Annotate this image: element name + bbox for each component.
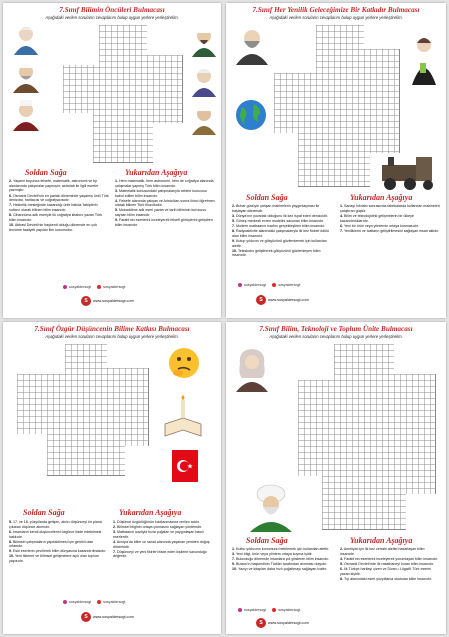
clue-item: 4. Farabi'nin eserlerini inceleyerek yorumlayan bilim insanıdır. xyxy=(340,556,438,561)
page-title: 7.Sınıf Bilimin Öncüleri Bulmacası xyxy=(59,6,165,14)
down-heading: Yukarıdan Aşağıya xyxy=(350,193,413,202)
clue-item: 4. Felsefe alanında çalışan ve Aristo'dan sonra ikinci öğretmen olarak bilinen Türk filozofudur. xyxy=(115,198,215,208)
across-heading: Soldan Sağa xyxy=(23,508,65,517)
clue-item: 10. Abbasi Devleti'nin başkenti olduğu dönemde en çok tercüme faaliyeti yapılan ilim kurumudur. xyxy=(9,222,98,232)
scientist-portrait-6 xyxy=(189,103,219,135)
clue-item: 1. Hem matematik, hem astronomi, hem de coğrafya alanında çalışmalar yapmış Türk bilim insanıdır. xyxy=(115,179,214,188)
scientist-portrait-1 xyxy=(9,25,43,55)
clue-item: 3. Yeni bilgi, ürün veya yöntem ortaya koyma işidir. xyxy=(232,552,313,557)
clue-item: 2. Bilimsel bilginin ortaya çıkmasını sağlayan yöntemdir. xyxy=(113,525,202,530)
social-links xyxy=(238,283,300,287)
clue-item: 8. Tıp alanındaki eseri yüzyıllarca okutulan bilim insanıdır. xyxy=(340,576,432,581)
clue-item: 7. Bulunduğu dönemde insanlara yol gösteren bilim insanıdır. xyxy=(232,557,330,562)
brand-logo-icon: S xyxy=(256,618,266,628)
clue-item: 5. Güneş merkezli evren modelini savunan bilim insanıdır. xyxy=(232,218,324,223)
instagram-link[interactable]: sosyaldersogt xyxy=(244,283,267,287)
turkish-flag-icon xyxy=(171,448,199,484)
site-logo xyxy=(256,618,309,628)
across-clues xyxy=(232,547,334,572)
youtube-icon xyxy=(272,283,276,287)
youtube-link[interactable]: sosyaldersogt xyxy=(278,608,301,612)
youtube-icon xyxy=(272,608,276,612)
clue-item: 5. 17. ve 18. yüzyıllarda gelişen, akılcı düşünceyi ön plana çıkaran düşünce akımıdır. xyxy=(9,520,102,529)
clue-item: 2. Buhar gücüyle çalışan makinelerin yaygınlaşması ile başlayan dönemdir. xyxy=(232,204,320,213)
across-clues xyxy=(232,204,332,258)
page-instructions: Aşağıdaki verilen soruların cevaplarını bulup uygun yerlere yerleştirelim. xyxy=(269,334,403,339)
clue-item: 10. Teleskobu geliştirerek gökyüzünü gözlemleyen bilim insanıdır. xyxy=(232,248,321,258)
clue-item: 4. Bilim ve teknolojideki gelişmelerin bir ülkeye kazandırdıklarıdır. xyxy=(340,213,414,223)
website-link[interactable]: www.sosyaldersogt.com xyxy=(268,298,309,302)
clue-item: 2. Ameliyat için ilk kez cerrahi aletleri tasarlayan bilim insanıdır. xyxy=(340,547,425,556)
youtube-icon xyxy=(97,600,101,604)
clue-item: 5. Mukaddime adlı eseri yazan ve tarih biliminin kurucusu sayılan bilim insanıdır. xyxy=(115,208,207,218)
instagram-link[interactable]: sosyaldersogt xyxy=(69,285,92,289)
website-link[interactable]: www.sosyaldersogt.com xyxy=(268,621,309,625)
brand-logo-icon: S xyxy=(81,296,91,306)
clue-item: 9. Bizans'ın başkentinin Türkler tarafından alınması olayıdır. xyxy=(232,562,328,567)
scientist-galileo-portrait xyxy=(232,25,272,65)
clue-item: 3. Matbaanın icadıyla hızla çoğalan ve yaygınlaşan basılı eserlerdir. xyxy=(113,530,204,539)
scientist-curie-portrait xyxy=(406,33,442,85)
steam-locomotive-icon xyxy=(376,153,440,191)
across-clues xyxy=(9,520,107,564)
youtube-link[interactable]: sosyaldersogt xyxy=(103,600,126,604)
down-clues xyxy=(340,547,440,582)
brand-logo-icon: S xyxy=(256,295,266,305)
instagram-link[interactable]: sosyaldersogt xyxy=(69,600,92,604)
clue-item: 6. İlk Türkçe haritayı çizen ve Divan-ı Lügati't Türk eserini yazan kişidir. xyxy=(340,566,432,576)
site-logo xyxy=(81,296,134,306)
clue-item: 1. Kutbu yıldızının konumunu belirlemek için kullanılan alettir. xyxy=(232,547,330,551)
page-instructions: Aşağıdaki verilen soruların cevaplarını bulup uygun yerlere yerleştirelim. xyxy=(269,15,403,20)
puzzle-page-bilim-teknoloji-toplum xyxy=(226,322,446,634)
book-candle-icon xyxy=(161,394,205,440)
clue-item: 5. Osmanlı Devleti'nde ilk rasathaneyi kuran bilim insanıdır. xyxy=(340,561,434,566)
clue-item: 9. Kutup yıldızını ve gökyüzünü gözlemlemek için kullanılan alettir. xyxy=(232,238,327,248)
down-clues xyxy=(340,204,440,234)
clue-item: 9. Farabi'nin eserlerini inceleyerek felsefi görüşlerini geliştiren bilim insanıdır. xyxy=(115,218,213,227)
across-heading: Soldan Sağa xyxy=(246,193,288,202)
clue-item: 10. Yazıyı ve kitapları daha hızlı çoğaltmayı sağlayan icattır. xyxy=(232,567,327,572)
clue-item: 2. Yaşamı boyunca felsefe, matematik, astronomi ve tıp alanlarında çalışmalar yapmıştır; astrolab ile ilgili eserler yazmıştır. xyxy=(9,179,99,193)
instagram-icon xyxy=(63,285,67,289)
clue-item: 7. Düşünceyi ve yeni fikirleri ifade eden kişilerin savunduğu değerdir. xyxy=(113,549,207,559)
clue-item: 6. Yeni bir ürün veya yöntemin ortaya konmasıdır. xyxy=(340,223,419,228)
clue-item: 4. Avrupa'da bilim ve sanat alanında yaşanan yeniden doğuş dönemidir. xyxy=(113,539,210,549)
scientist-portrait-4 xyxy=(189,25,219,57)
across-heading: Soldan Sağa xyxy=(246,536,288,545)
instagram-icon xyxy=(63,600,67,604)
social-links xyxy=(63,285,125,289)
scientist-turban-portrait xyxy=(246,482,296,532)
thinking-face-icon xyxy=(167,346,201,380)
down-clues xyxy=(113,520,215,560)
clue-item: 9. Eski eserlerin çevrilerek bilim dünyasına kazandırılmasıdır. xyxy=(9,549,107,554)
site-logo xyxy=(81,612,134,622)
down-clues xyxy=(115,179,215,228)
site-logo xyxy=(256,295,309,305)
social-links xyxy=(63,600,125,604)
puzzle-page-her-yenilik xyxy=(226,3,446,318)
scientist-portrait-3 xyxy=(9,99,43,131)
youtube-link[interactable]: sosyaldersogt xyxy=(103,285,126,289)
clue-item: 3. Matematik konusundaki çalışmalarıyla cebirin kurucusu kabul edilen bilim insanıdır. xyxy=(115,188,207,198)
clue-item: 1. Sanayi İnkılabı sonrasında fabrikalarda kullanılan makineleri çalıştıran güçtür. xyxy=(340,204,440,213)
clue-item: 10. Yeni fikirlere ve bilimsel gelişmelere açık olan toplum yapısıdır. xyxy=(9,554,99,564)
scientist-newton-portrait xyxy=(232,346,272,392)
clue-item: 1. Düşünce özgürlüğünün kısıtlanmasına verilen addır. xyxy=(113,520,200,524)
page-title: 7.Sınıf Özgür Düşüncenin Bilime Katkısı Bulmacası xyxy=(34,325,190,333)
clue-item: 3. Dünya'nın yuvarlak olduğunu ilk kez ispat eden denizcidir. xyxy=(232,213,328,218)
down-heading: Yukarıdan Aşağıya xyxy=(119,508,182,517)
scientist-portrait-5 xyxy=(189,65,219,97)
clue-item: 7. Modern matbaanın icadını gerçekleştiren bilim insanıdır. xyxy=(232,223,326,228)
down-heading: Yukarıdan Aşağıya xyxy=(350,536,413,545)
brand-logo-icon: S xyxy=(81,612,91,622)
instagram-icon xyxy=(238,608,242,612)
instagram-icon xyxy=(238,283,242,287)
clue-item: 7. Yeniliklerin ve icatların geliştirilmesini sağlayan insan aklıdır. xyxy=(340,228,440,233)
down-heading: Yukarıdan Aşağıya xyxy=(125,168,188,177)
youtube-icon xyxy=(97,285,101,289)
website-link[interactable]: www.sosyaldersogt.com xyxy=(93,299,134,303)
clue-item: 7. Hekimlik mesleğinde kazandığı ünle batıda 'tabiplerin sultanı' olarak bilinen bilim insanıdır. xyxy=(9,203,98,212)
page-title: 7.Sınıf Her Yenilik Geleceğimize Bir Katkıdır Bulmacası xyxy=(252,6,420,14)
website-link[interactable]: www.sosyaldersogt.com xyxy=(93,615,134,619)
youtube-link[interactable]: sosyaldersogt xyxy=(278,283,301,287)
globe-icon xyxy=(234,98,268,132)
clue-item: 8. Radyoaktivite alanındaki çalışmalarıyla iki kez Nobel ödülü alan bilim insanıdır. xyxy=(232,229,330,238)
clue-item: 8. Cihannüma adlı eseriyle ilk coğrafya kitabını yazan Türk bilim insanıdır. xyxy=(9,213,103,222)
page-instructions: Aşağıdaki verilen soruların cevaplarını bulup uygun yerlere yerleştirelim. xyxy=(45,15,179,20)
clue-item: 6. İnsanların kendi düşüncelerini özgürce ifade edebilmesi hakkıdır. xyxy=(9,529,102,539)
puzzle-page-bilimin-onculeri xyxy=(3,3,221,318)
across-clues xyxy=(9,179,109,233)
social-links xyxy=(238,608,300,612)
page-title: 7.Sınıf Bilim, Teknoloji ve Toplum Ünite Bulmacası xyxy=(259,325,413,333)
page-instructions: Aşağıdaki verilen soruların cevaplarını bulup uygun yerlere yerleştirelim. xyxy=(45,334,179,339)
puzzle-page-ozgur-dusunce xyxy=(3,322,221,634)
clue-item: 8. Bilimsel çalışmaların yapılabilmesi için gerekli olan ortamdır. xyxy=(9,539,94,549)
clue-item: 6. Osmanlı Devleti'nin en parlak döneminde yaşamış ünlü Türk denizcisi, haritacısı ve coğrafyacısıdır. xyxy=(9,193,109,203)
instagram-link[interactable]: sosyaldersogt xyxy=(244,608,267,612)
across-heading: Soldan Sağa xyxy=(25,168,67,177)
scientist-portrait-2 xyxy=(9,61,43,93)
